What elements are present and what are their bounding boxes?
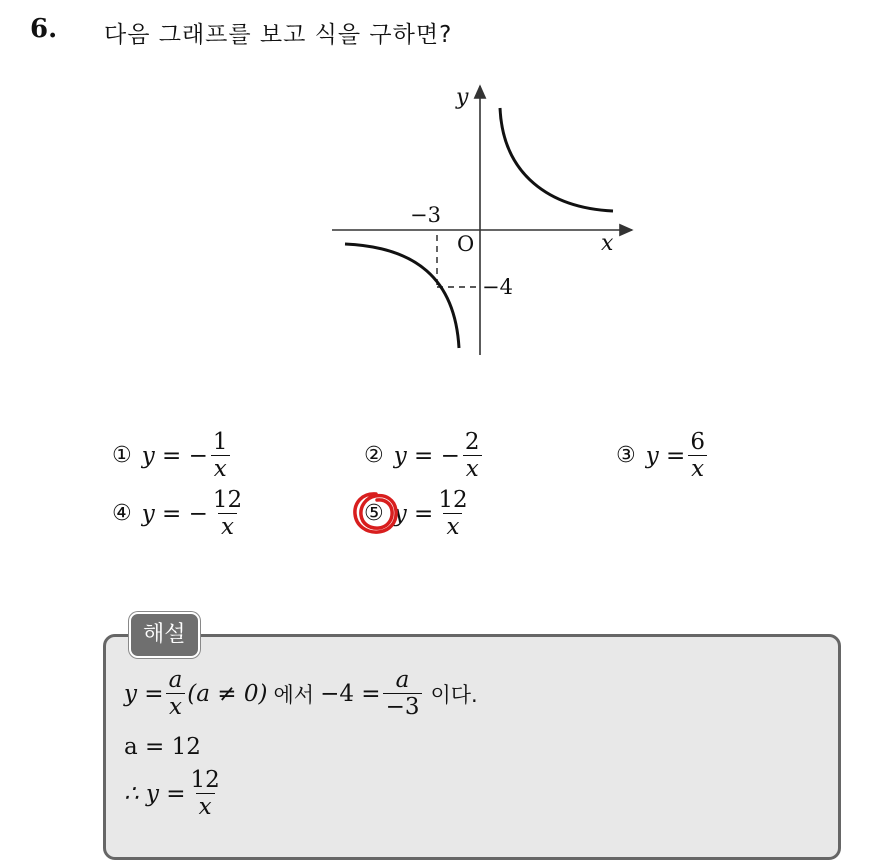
numerator: 12: [438, 487, 468, 513]
denominator: x: [443, 513, 462, 539]
y-axis-label: y: [456, 85, 469, 110]
sol-lhs: ∴ y =: [124, 780, 186, 807]
denominator: −3: [383, 693, 423, 719]
solution-line-1: [124, 668, 484, 719]
choice-mark: ③: [616, 443, 636, 469]
solution-tag: 해설: [129, 612, 200, 658]
choice-mark: ④: [112, 501, 132, 527]
sol-word: 에서: [273, 682, 315, 707]
choice-3[interactable]: [616, 430, 710, 481]
numerator: 12: [190, 767, 220, 793]
solution-line-3: [124, 768, 225, 819]
point-x-label: −3: [410, 203, 441, 227]
numerator: 1: [212, 429, 228, 455]
fraction: [462, 430, 483, 481]
x-axis-label: x: [601, 231, 614, 256]
choice-1[interactable]: [112, 430, 233, 481]
numerator: 6: [690, 429, 705, 455]
choice-mark: ⑤: [364, 501, 384, 527]
fraction: [210, 488, 245, 539]
fraction: [210, 430, 231, 481]
numerator: 12: [212, 487, 243, 513]
solution-line-2: a = 12: [124, 734, 201, 760]
choice-lhs: y =: [645, 442, 686, 469]
choice-4[interactable]: [112, 488, 247, 539]
fraction: [687, 430, 708, 481]
denominator: x: [218, 513, 237, 539]
question-number: 6.: [30, 14, 58, 44]
fraction: [435, 488, 470, 539]
fraction: [383, 668, 423, 719]
denominator: x: [688, 455, 707, 481]
choice-mark: ①: [112, 443, 132, 469]
denominator: x: [166, 693, 185, 719]
curve-branch-q3: [345, 244, 459, 348]
sol-mid: −4 =: [320, 680, 381, 707]
choice-mark: ②: [364, 443, 384, 469]
sol-lhs: y =: [124, 680, 164, 707]
denominator: x: [196, 793, 215, 819]
answer-circle-mark: [350, 488, 402, 538]
choice-lhs: y = −: [141, 500, 208, 527]
numerator: a: [395, 667, 410, 693]
point-y-label: −4: [482, 275, 513, 299]
choice-lhs: y = −: [141, 442, 208, 469]
curve-branch-q1: [500, 108, 613, 211]
question-text: 다음 그래프를 보고 식을 구하면?: [104, 22, 453, 48]
fraction: [188, 768, 223, 819]
numerator: 2: [464, 429, 480, 455]
sol-condition: (a ≠ 0): [187, 680, 268, 707]
fraction: [166, 668, 186, 719]
choice-lhs: y =: [393, 500, 434, 527]
choice-2[interactable]: [364, 430, 485, 481]
numerator: a: [168, 667, 183, 693]
denominator: x: [211, 455, 230, 481]
denominator: x: [463, 455, 482, 481]
sol-word: 이다.: [430, 682, 478, 707]
origin-label: O: [457, 232, 475, 256]
hyperbola-graph: [320, 80, 640, 370]
choice-lhs: y = −: [393, 442, 460, 469]
